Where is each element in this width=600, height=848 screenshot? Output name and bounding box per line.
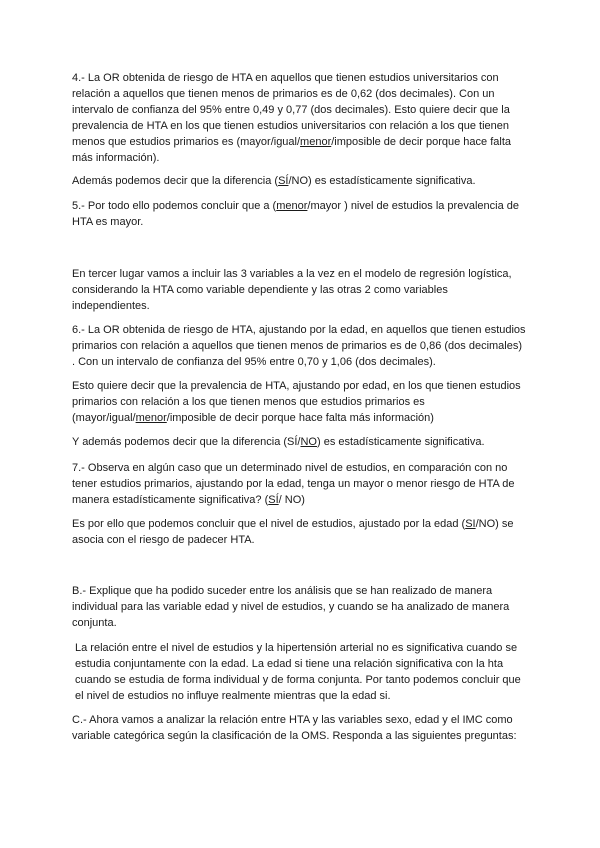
sig2-text-start: Y además podemos decir que la diferencia (SÍ/ [72,436,301,448]
conclusion-text-end: /NO) se asocia con el riesgo de padecer HTA. [72,518,514,546]
q7-text-start: 7.- Observa en algún caso que un determinado nivel de estudios, en comparación con no tener estudios primarios, ajustando por la edad, tenga un mayor o menor riesgo de HTA de manera estadísticamente significativa? ( [72,462,515,506]
interp-text-start: Esto quiere decir que la prevalencia de HTA, ajustando por edad, en los que tienen estudios primarios con relación a los que tienen menos que estudios primarios es (mayor/igual/ [72,380,521,424]
conclusion-answer-underlined: SI [465,518,476,530]
significance-paragraph-2 [72,434,528,450]
q5-text-start: 5.- Por todo ello podemos concluir que a ( [72,200,277,212]
interp-answer-underlined: menor [135,412,167,424]
question-6-paragraph: 6.- La OR obtenida de riesgo de HTA, ajustando por la edad, en aquellos que tienen estudios primarios con relación a aquellos que tienen menos de primarios es de 0,86 (dos decimales) . Con un intervalo de confianza del 95% entre 0,70 y 1,06 (dos decimales). [72,324,526,368]
q4-text-end: /imposible de decir porque hace falta más información). [72,136,512,164]
q7-text-end: / NO) [278,494,305,506]
q4-text-start: 4.- La OR obtenida de riesgo de HTA en aquellos que tienen estudios universitarios con relación a aquellos que tienen menos de primarios es de 0,62 (dos decimales). Con un intervalo de confianza del 95% entre 0,49 y 0,77 (dos decimales). Esto quiere decir que la prevalencia de HTA en los que tienen estudios universitarios con relación a los que tienen menos que estudios primarios es (mayor/igual/ [72,72,510,148]
sig1-answer-underlined: SÍ [278,175,289,187]
question-4-paragraph [72,70,528,166]
q5-text-end: /mayor ) nivel de estudios la prevalencia de HTA es mayor. [72,200,519,228]
question-7-paragraph [72,460,528,508]
q7-answer-underlined: SÍ [268,494,279,506]
sig1-text-start: Además podemos decir que la diferencia ( [72,175,279,187]
question-b-paragraph: B.- Explique que ha podido suceder entre los análisis que se han realizado de manera individual para las variable edad y nivel de estudios, y cuando se ha analizado de manera conjunta. [72,585,510,629]
sig1-text-end: /NO) es estadísticamente significativa. [288,175,476,187]
interpretation-paragraph [72,378,528,426]
q4-answer-underlined: menor [300,136,332,148]
third-step-paragraph: En tercer lugar vamos a incluir las 3 variables a la vez en el modelo de regresión logística, considerando la HTA como variable dependiente y las otras 2 como variables independientes. [72,268,512,312]
significance-paragraph-1 [72,173,528,189]
question-5-paragraph [72,198,528,230]
sig2-text-end: ) es estadísticamente significativa. [316,436,485,448]
conclusion-text-start: Es por ello que podemos concluir que el nivel de estudios, ajustado por la edad ( [72,518,466,530]
sig2-answer-underlined: NO [300,436,317,448]
q5-answer-underlined: menor [276,200,308,212]
question-c-paragraph: C.- Ahora vamos a analizar la relación entre HTA y las variables sexo, edad y el IMC como variable categórica según la clasificación de la OMS. Responda a las siguientes preguntas: [72,714,517,742]
conclusion-paragraph [72,516,528,548]
answer-b-paragraph: La relación entre el nivel de estudios y la hipertensión arterial no es significativa cuando se estudia conjuntamente con la edad. La edad si tiene una relación significativa con la hta cuando se estudia de forma individual y de forma conjunta. Por tanto podemos concluir que el nivel de estudios no influye realmente mientras que la edad si. [75,642,521,702]
interp-text-end: /imposible de decir porque hace falta más información) [166,412,434,424]
